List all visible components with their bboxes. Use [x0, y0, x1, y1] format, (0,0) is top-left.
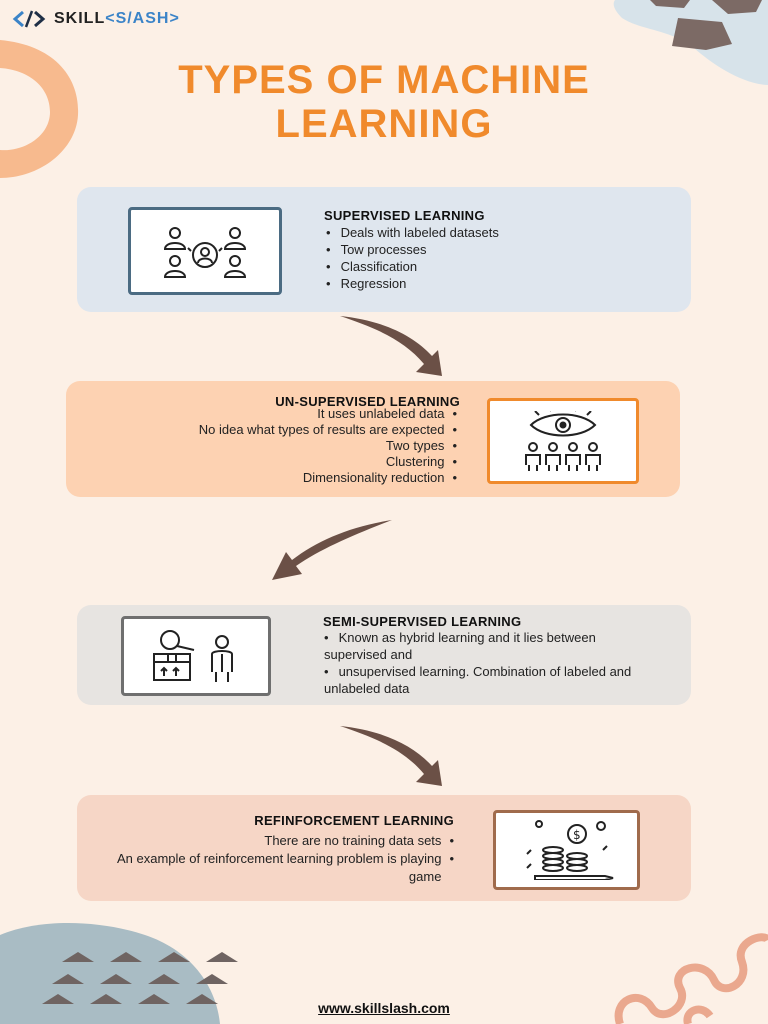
list-item: • Known as hybrid learning and it lies between supervised and [324, 629, 654, 663]
list-item: It uses unlabeled data • [199, 406, 457, 422]
list-item: Dimensionality reduction • [199, 470, 457, 486]
supervised-icon-frame [128, 207, 282, 295]
brand-name: SKILL<S/ASH> [54, 10, 180, 27]
people-network-icon [155, 221, 255, 281]
unsupervised-heading: UN-SUPERVISED LEARNING [275, 394, 460, 409]
coins-growth-icon [517, 820, 617, 880]
reinforcement-list [111, 832, 454, 886]
list-item: • Regression [326, 275, 499, 292]
code-brackets-icon [12, 9, 46, 29]
flow-arrow-1 [340, 316, 442, 376]
title-line-2: LEARNING [275, 102, 493, 146]
eye-crowd-icon [513, 411, 613, 471]
list-item: • unsupervised learning. Combination of labeled and unlabeled data [324, 663, 654, 697]
reinforcement-heading: REFINFORCEMENT LEARNING [254, 813, 454, 828]
brand-logo[interactable] [12, 8, 180, 30]
unsupervised-icon-frame [487, 398, 639, 484]
flow-arrow-3 [340, 726, 442, 786]
list-item: No idea what types of results are expected • [199, 422, 457, 438]
svg-text:$: $ [572, 828, 581, 842]
unsupervised-list [199, 406, 457, 486]
semi-supervised-list [324, 629, 654, 697]
reinforcement-icon-frame [493, 810, 640, 890]
list-item: • Tow processes [326, 241, 499, 258]
list-item: • Deals with labeled datasets [326, 224, 499, 241]
list-item: An example of reinforcement learning problem is playing game• [116, 851, 454, 884]
supervised-list [326, 224, 499, 292]
footer-url[interactable]: www.skillslash.com [318, 1000, 450, 1016]
list-item: Clustering • [199, 454, 457, 470]
list-item: Two types • [199, 438, 457, 454]
search-box-person-icon [146, 628, 246, 684]
page-title [0, 58, 768, 146]
semi-supervised-icon-frame [121, 616, 271, 696]
title-line-1: TYPES OF MACHINE [178, 58, 590, 102]
supervised-heading: SUPERVISED LEARNING [324, 208, 485, 223]
list-item: There are no training data sets • [264, 833, 454, 848]
semi-supervised-heading: SEMI-SUPERVISED LEARNING [323, 614, 522, 629]
flow-arrow-2 [272, 520, 392, 580]
list-item: • Classification [326, 258, 499, 275]
